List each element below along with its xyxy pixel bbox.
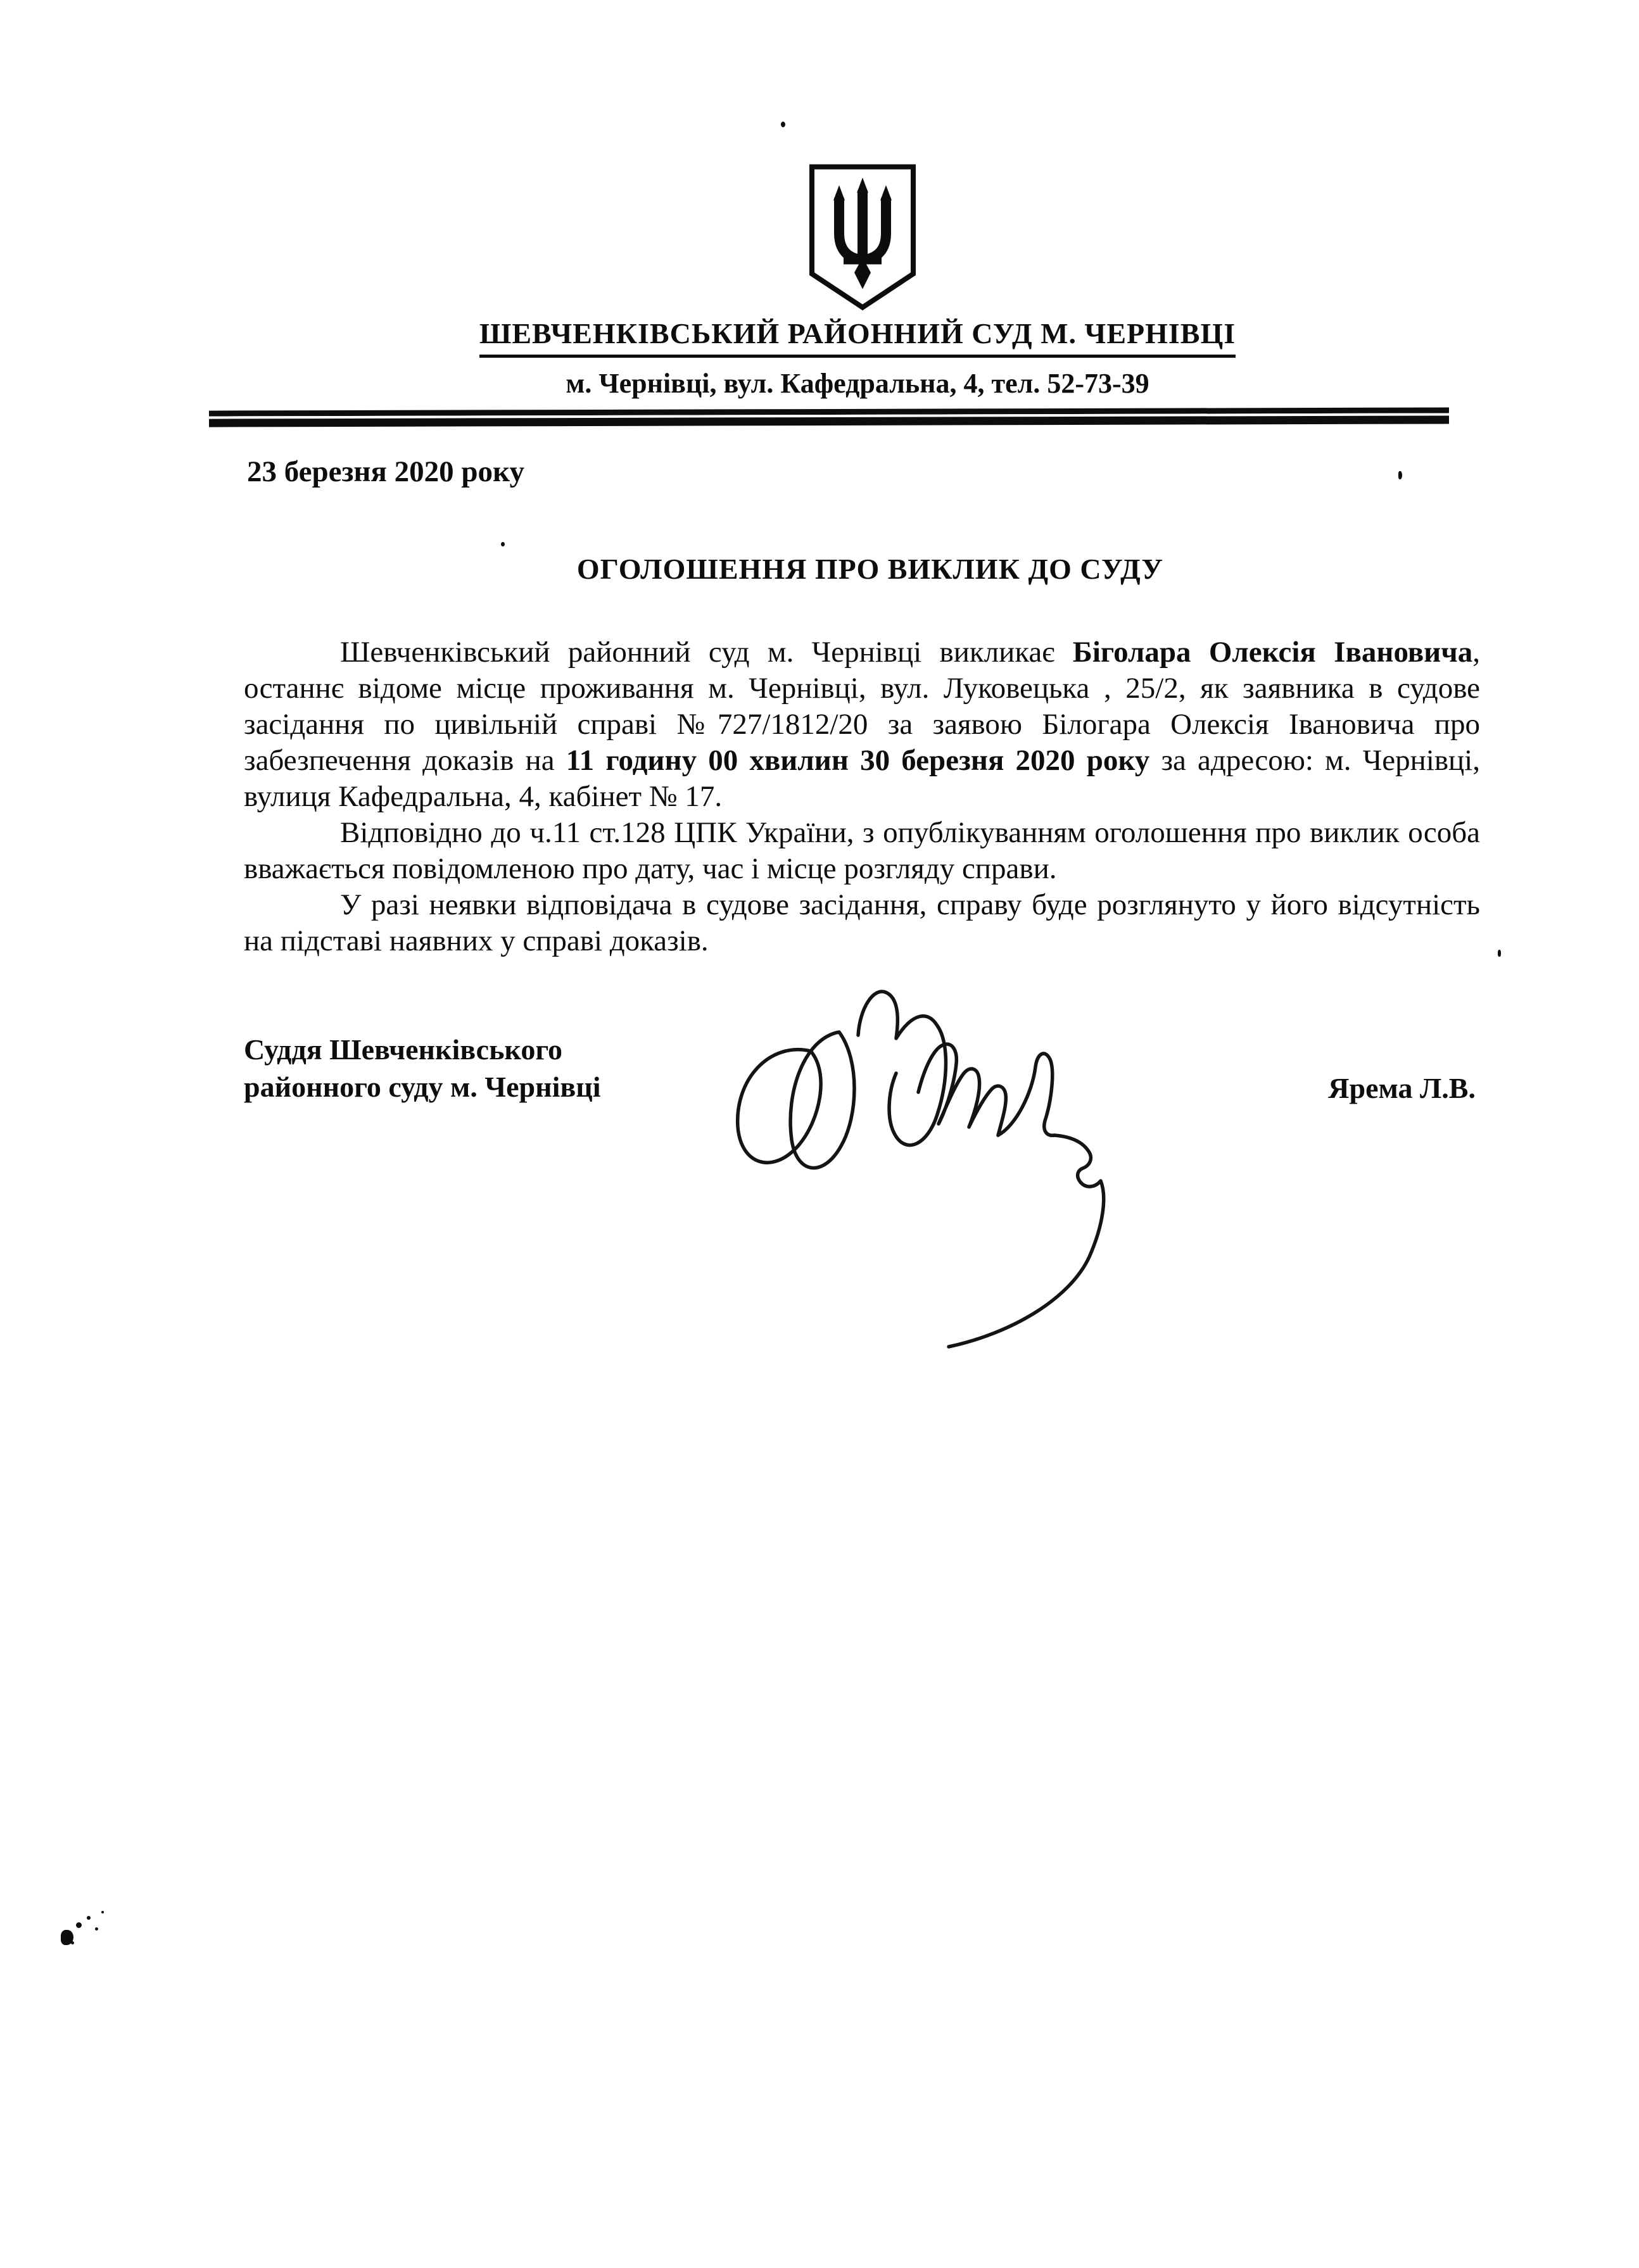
judge-name: Ярема Л.В. [1328, 1072, 1476, 1104]
header-divider-rule [209, 407, 1449, 427]
p1-text-end: за адресою: м. Чернівці, вулиця Кафедральна, 4, кабінет № 17. [244, 744, 1480, 813]
signer-position-line2: районного суду м. Чернівці [244, 1071, 601, 1103]
signer-position-line1: Суддя Шевченківського [244, 1033, 563, 1066]
p1-text-start: Шевченківський районний суд м. Чернівці викликає [340, 636, 1073, 669]
document-title-row [101, 552, 1639, 586]
ink-speck [76, 1922, 82, 1928]
document-title: ОГОЛОШЕННЯ ПРО ВИКЛИК ДО СУДУ [576, 553, 1164, 585]
paragraph-summons [244, 634, 1480, 815]
ink-speck [781, 122, 785, 127]
handwritten-signature [716, 978, 1134, 1358]
court-address: м. Чернівці, вул. Кафедральна, 4, тел. 52-73-39 [566, 368, 1149, 399]
ink-speck [1398, 471, 1402, 479]
p1-hearing-time: 11 годину 00 хвилин 30 березня 2020 року [566, 744, 1150, 777]
paragraph-legal-basis: Відповідно до ч.11 ст.128 ЦПК України, з опублікуванням оголошення про виклик особа вважається повідомленою про дату, час і місце розгляду справи. [244, 816, 1480, 885]
ink-speck [87, 1916, 91, 1920]
header-address-row [76, 367, 1639, 400]
ink-speck [101, 1911, 104, 1913]
paragraph-absence-warning: У разі неявки відповідача в судове засідання, справу буде розглянуто у його відсутність на підставі наявних у справі доказів. [244, 888, 1480, 957]
ink-speck [95, 1927, 98, 1931]
ink-speck [71, 1941, 74, 1944]
date-line: 23 березня 2020 року [247, 455, 524, 488]
p1-text-middle: , останнє відоме місце проживання м. Чернівці, вул. Луковецька , 25/2, як заявника в судове засідання по цивільній справі №727/1812/20 за заявою Білогара Олексія Івановича про забезпечення доказів на [244, 636, 1480, 777]
header-court-name-row [76, 317, 1639, 358]
trident-coat-of-arms-icon [806, 162, 920, 312]
court-name: ШЕВЧЕНКІВСЬКИЙ РАЙОННИЙ СУД М. ЧЕРНІВЦІ [479, 317, 1236, 358]
document-body [244, 634, 1480, 959]
ink-speck [501, 542, 505, 546]
signer-position-label [244, 1031, 601, 1106]
p1-person-name: Біголара Олексія Івановича [1072, 636, 1473, 669]
ink-speck [1498, 950, 1501, 957]
